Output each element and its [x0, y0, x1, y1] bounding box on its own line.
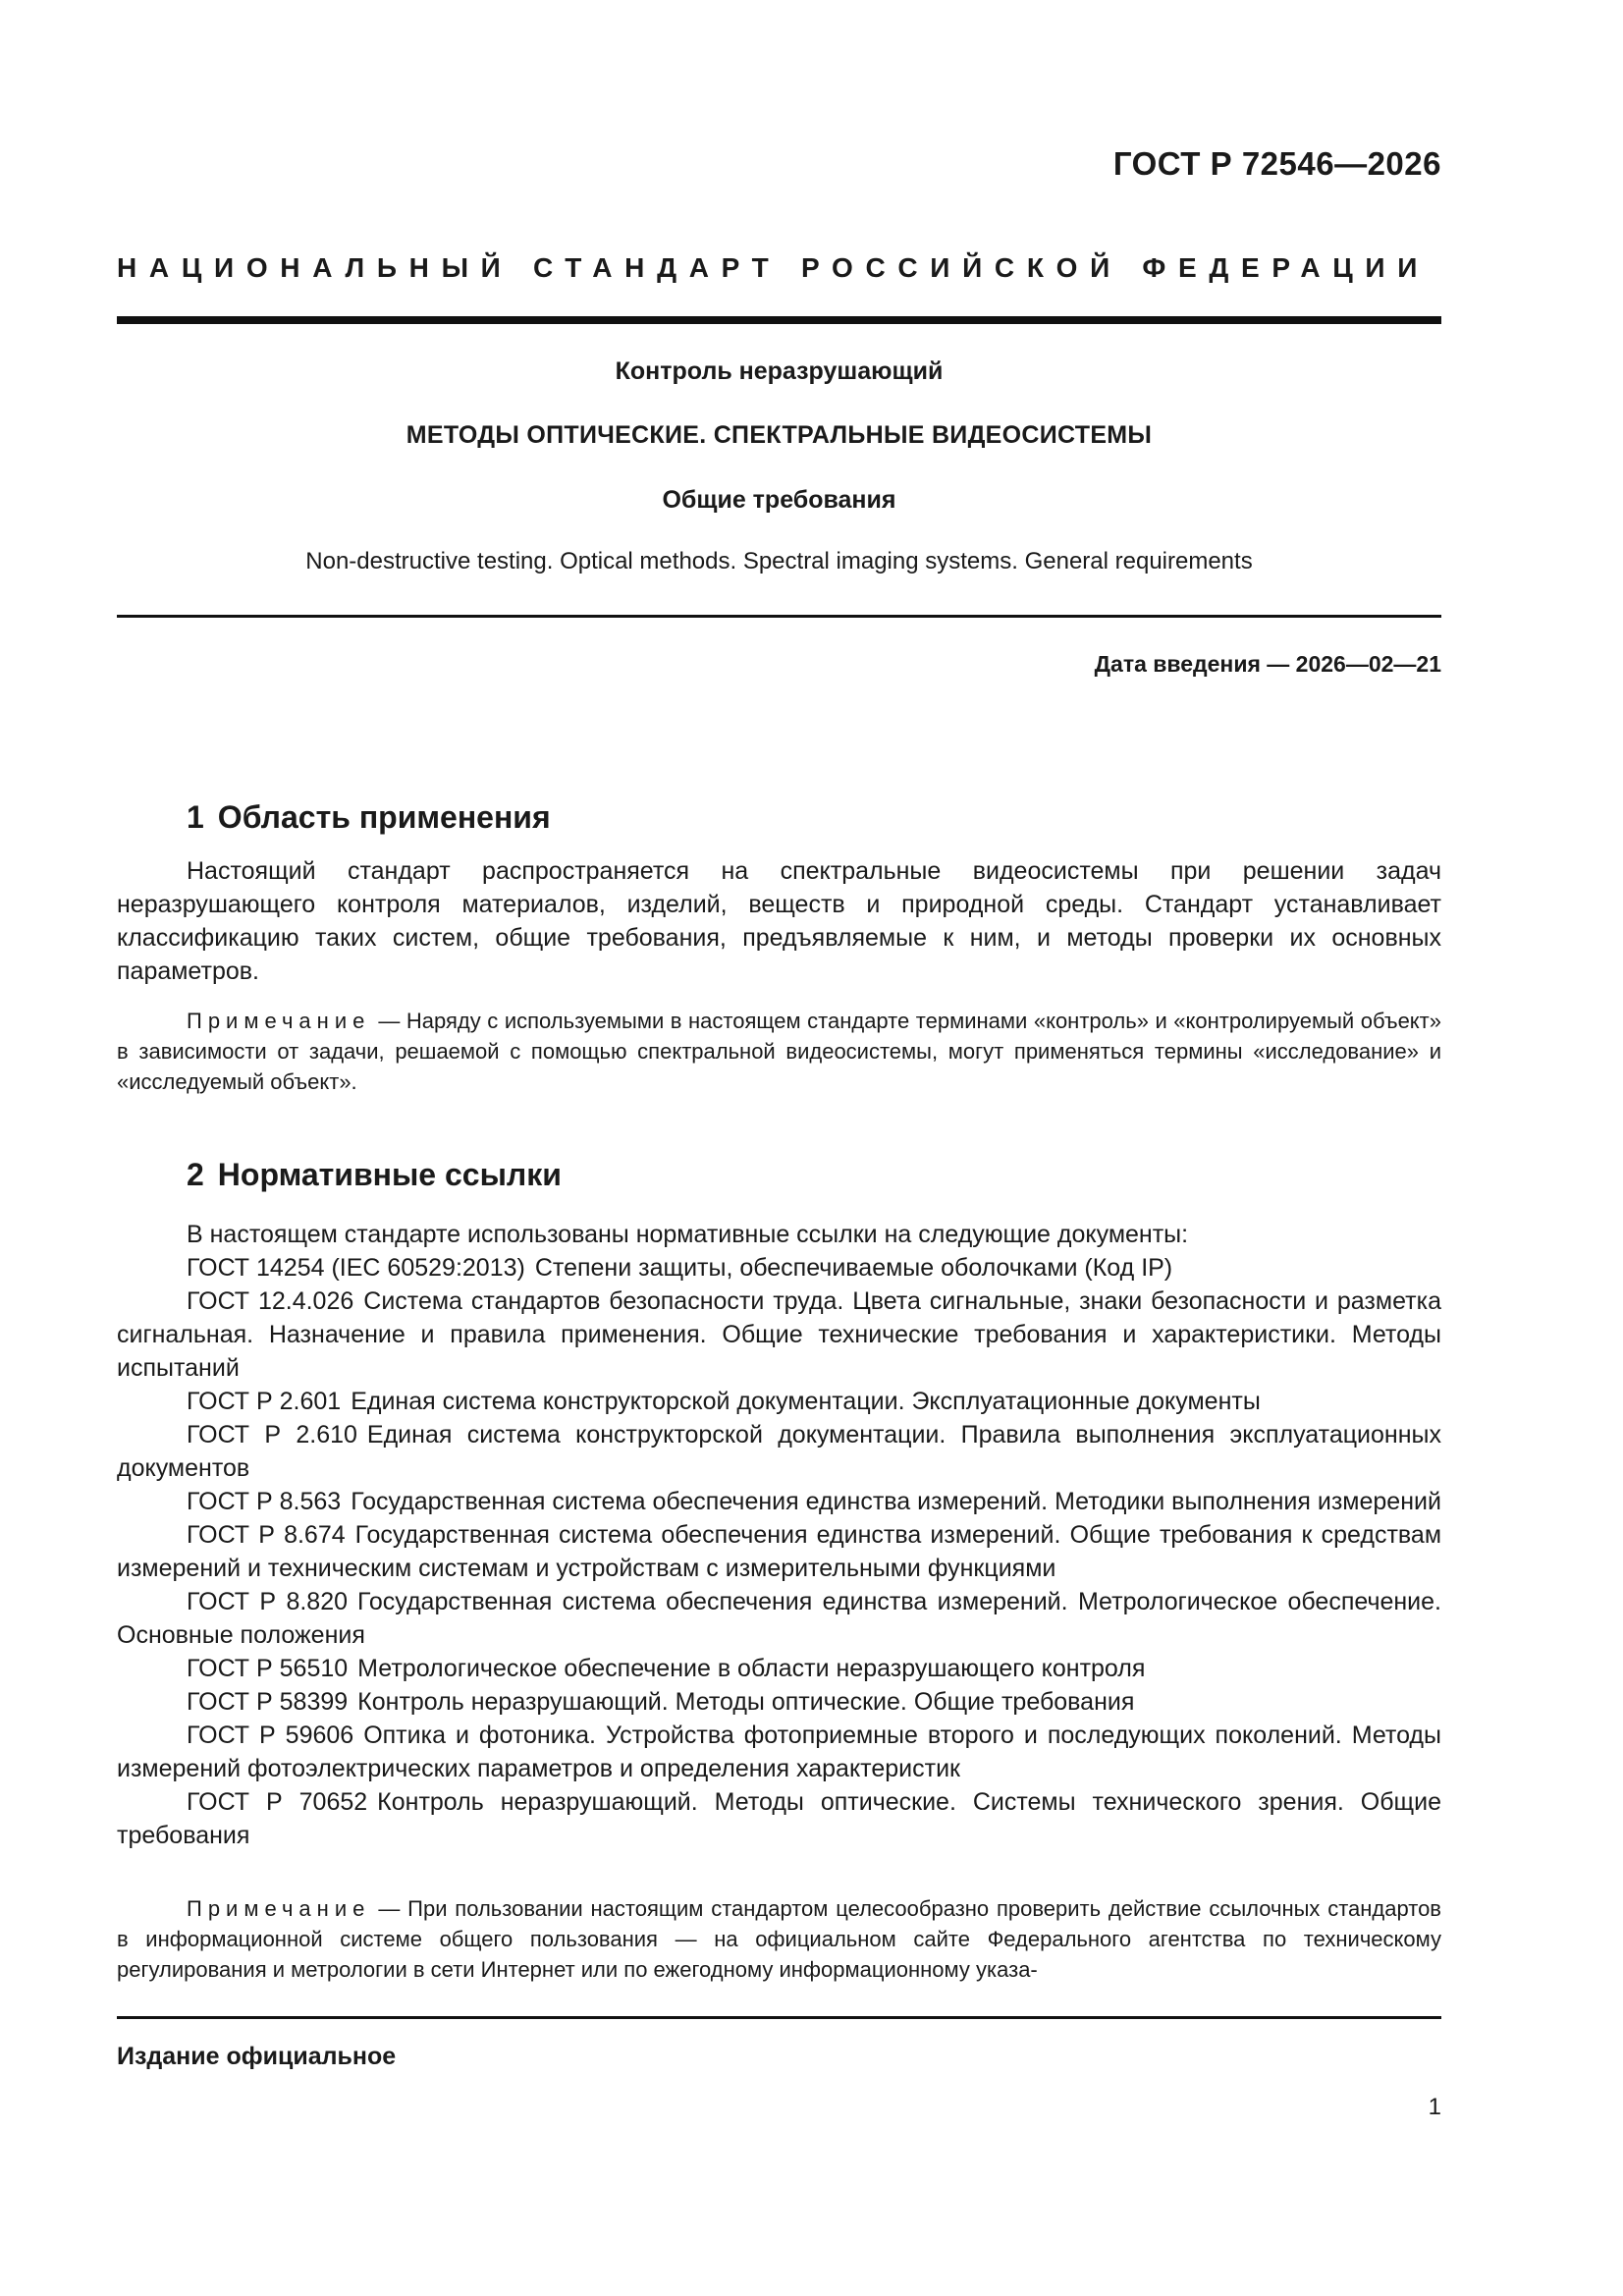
reference-code: ГОСТ Р 59606 — [187, 1722, 354, 1749]
reference-item — [117, 1685, 1441, 1719]
english-title: Non-destructive testing. Optical methods. Spectral imaging systems. General requirements — [305, 548, 1253, 574]
reference-title: Единая система конструкторской документации. Эксплуатационные документы — [351, 1388, 1261, 1415]
reference-code: ГОСТ Р 2.610 — [187, 1421, 357, 1449]
note-label: Примечание — [187, 1009, 371, 1033]
reference-item — [117, 1518, 1441, 1585]
reference-code: ГОСТ Р 70652 — [187, 1788, 368, 1816]
reference-code: ГОСТ 14254 (IEC 60529:2013) — [187, 1254, 525, 1282]
page-number: 1 — [1428, 2094, 1441, 2120]
reference-title: Степени защиты, обеспечиваемые оболочками (Код IP) — [534, 1254, 1173, 1282]
normative-references-list — [117, 1218, 1441, 1852]
sub-title: Общие требования — [662, 486, 896, 514]
section-2-note — [117, 1893, 1441, 1985]
reference-code: ГОСТ 12.4.026 — [187, 1287, 354, 1315]
title-divider — [117, 615, 1441, 618]
reference-title: Оптика и фотоника. Устройства фотоприемные второго и последующих поколений. Методы измерений фотоэлектрических параметров и определения характеристик — [117, 1722, 1441, 1782]
section-1-heading — [187, 799, 551, 836]
reference-code: ГОСТ Р 2.601 — [187, 1388, 342, 1415]
section-1-paragraph: Настоящий стандарт распространяется на спектральные видеосистемы при решении задач неразрушающего контроля материалов, изделий, веществ и природной среды. Стандарт устанавливает классификацию таких систем, общие требования, предъявляемые к ним, и методы проверки их основных параметров. — [117, 857, 1441, 985]
reference-code: ГОСТ Р 8.563 — [187, 1488, 342, 1515]
reference-title: Контроль неразрушающий. Методы оптические. Общие требования — [357, 1688, 1135, 1716]
section-1-title: Область применения — [217, 799, 551, 835]
reference-title: Государственная система обеспечения единства измерений. Методики выполнения измерений — [351, 1488, 1441, 1515]
header-divider — [117, 316, 1441, 324]
main-title: МЕТОДЫ ОПТИЧЕСКИЕ. СПЕКТРАЛЬНЫЕ ВИДЕОСИСТЕМЫ — [406, 421, 1153, 449]
note-text: — Наряду с используемыми в настоящем стандарте терминами «контроль» и «контролируемый объект» в зависимости от задачи, решаемой с помощью спектральной видеосистемы, могут применяться термины «исследование» и «исследуемый объект». — [117, 1009, 1441, 1094]
note-text: — При пользовании настоящим стандартом целесообразно проверить действие ссылочных стандартов в информационной системе общего пользования — на официальном сайте Федерального агентства по техническому регулирования и метрологии в сети Интернет или по ежегодному информационному указа- — [117, 1896, 1441, 1982]
section-2-number: 2 — [187, 1157, 204, 1192]
section-1-number: 1 — [187, 799, 204, 835]
reference-title: Система стандартов безопасности труда. Цвета сигнальные, знаки безопасности и разметка сигнальная. Назначение и правила применения. Общие технические требования и характеристики. Методы испытаний — [117, 1287, 1441, 1382]
reference-code: ГОСТ Р 56510 — [187, 1655, 349, 1682]
section-1-note — [117, 1006, 1441, 1097]
reference-item — [117, 1719, 1441, 1785]
document-number: ГОСТ Р 72546—2026 — [1112, 145, 1441, 182]
reference-title: Контроль неразрушающий. Методы оптические. Системы технического зрения. Общие требования — [117, 1788, 1441, 1849]
section-2-heading — [187, 1157, 562, 1193]
reference-code: ГОСТ Р 58399 — [187, 1688, 349, 1716]
reference-item — [117, 1585, 1441, 1652]
reference-title: Единая система конструкторской документации. Правила выполнения эксплуатационных документов — [117, 1421, 1441, 1482]
official-edition-label: Издание официальное — [117, 2043, 397, 2070]
reference-code: ГОСТ Р 8.820 — [187, 1588, 349, 1615]
reference-title: Метрологическое обеспечение в области неразрушающего контроля — [357, 1655, 1146, 1682]
reference-title: Государственная система обеспечения единства измерений. Общие требования к средствам измерений и техническим системам и устройствам с измерительными функциями — [117, 1521, 1442, 1582]
reference-title: Государственная система обеспечения единства измерений. Метрологическое обеспечение. Основные положения — [117, 1588, 1442, 1649]
subject-title: Контроль неразрушающий — [615, 357, 944, 385]
reference-item — [117, 1385, 1441, 1418]
reference-item — [117, 1418, 1441, 1485]
introduction-date: Дата введения — 2026—02—21 — [1094, 651, 1441, 677]
references-intro: В настоящем стандарте использованы нормативные ссылки на следующие документы: — [187, 1221, 1189, 1248]
reference-item — [117, 1785, 1441, 1852]
footer-divider — [117, 2016, 1441, 2019]
reference-item — [117, 1485, 1441, 1518]
note-label: Примечание — [187, 1896, 371, 1921]
reference-item — [117, 1652, 1441, 1685]
reference-code: ГОСТ Р 8.674 — [187, 1521, 346, 1549]
national-standard-heading: НАЦИОНАЛЬНЫЙ СТАНДАРТ РОССИЙСКОЙ ФЕДЕРАЦИИ — [117, 252, 1431, 283]
reference-item — [117, 1251, 1441, 1285]
section-2-title: Нормативные ссылки — [217, 1157, 562, 1192]
reference-item — [117, 1285, 1441, 1385]
